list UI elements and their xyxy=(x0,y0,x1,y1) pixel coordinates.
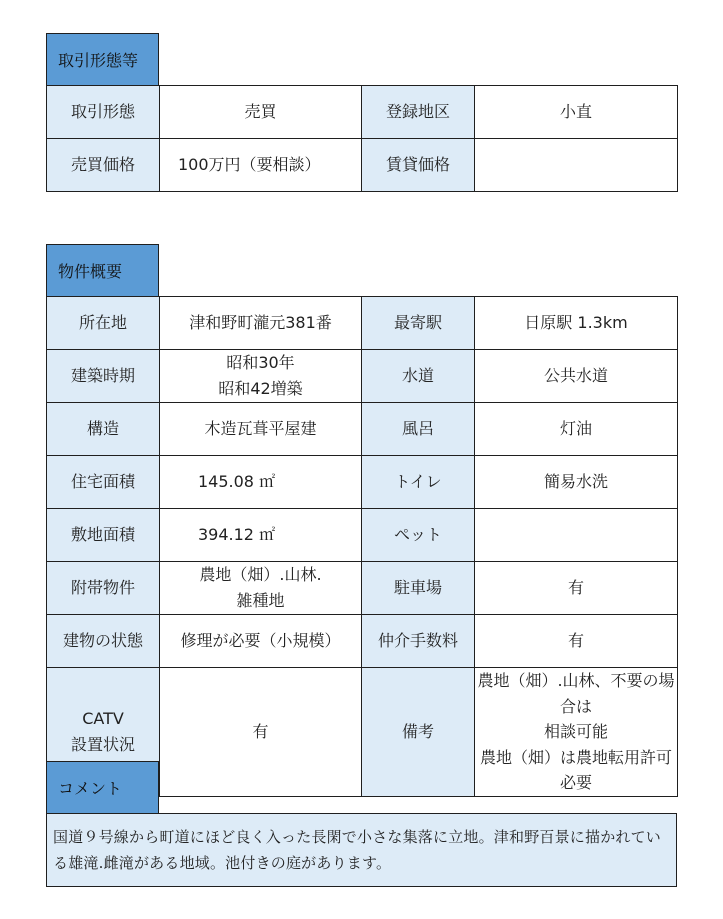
transaction-type-value: 売買 xyxy=(160,86,362,139)
comment-text: 国道９号線から町道にほど良く入った長閑で小さな集落に立地。津和野百景に描かれている雄滝.雌滝がある地域。池付きの庭があります。 xyxy=(53,828,662,873)
water-supply-label: 水道 xyxy=(362,350,475,403)
table-row xyxy=(47,615,678,668)
building-condition-value: 修理が必要（小規模） xyxy=(160,615,362,668)
pet-value xyxy=(475,509,678,562)
remarks-line-2: 相談可能 xyxy=(543,722,608,742)
remarks-label: 備考 xyxy=(362,668,475,797)
built-period-line-1: 昭和30年 xyxy=(226,353,295,373)
transaction-section-title: 取引形態等 xyxy=(58,51,139,70)
catv-label-line-2: 設置状況 xyxy=(70,734,135,754)
remarks-line-3: 農地（畑）は農地転用許可必要 xyxy=(479,747,672,793)
comment-box xyxy=(46,813,677,887)
catv-value: 有 xyxy=(160,668,362,797)
parking-label: 駐車場 xyxy=(362,562,475,615)
rent-price-label: 賃貸価格 xyxy=(362,139,475,192)
property-section-title: 物件概要 xyxy=(58,262,123,281)
nearest-station-value: 日原駅 1.3km xyxy=(475,297,678,350)
property-table xyxy=(46,296,678,797)
toilet-label: トイレ xyxy=(362,456,475,509)
location-label: 所在地 xyxy=(47,297,160,350)
nearest-station-label: 最寄駅 xyxy=(362,297,475,350)
table-row xyxy=(47,403,678,456)
table-row xyxy=(47,562,678,615)
transaction-table xyxy=(46,85,678,192)
bath-value: 灯油 xyxy=(475,403,678,456)
table-row xyxy=(47,297,678,350)
attached-property-value xyxy=(160,562,362,615)
attached-property-line-1: 農地（畑）.山林. xyxy=(199,565,322,585)
land-area-value: 394.12 ㎡ xyxy=(160,509,362,562)
brokerage-fee-value: 有 xyxy=(475,615,678,668)
house-area-value: 145.08 ㎡ xyxy=(160,456,362,509)
structure-label: 構造 xyxy=(47,403,160,456)
parking-value: 有 xyxy=(475,562,678,615)
attached-property-line-2: 雑種地 xyxy=(236,591,285,610)
bath-label: 風呂 xyxy=(362,403,475,456)
structure-value: 木造瓦葺平屋建 xyxy=(160,403,362,456)
built-period-label: 建築時期 xyxy=(47,350,160,403)
attached-property-label: 附帯物件 xyxy=(47,562,160,615)
comment-section-title: コメント xyxy=(58,779,123,798)
transaction-type-label: 取引形態 xyxy=(47,86,160,139)
built-period-value xyxy=(160,350,362,403)
comment-section-tab xyxy=(46,761,159,813)
house-area-label: 住宅面積 xyxy=(47,456,160,509)
registration-area-value: 小直 xyxy=(475,86,678,139)
sale-price-label: 売買価格 xyxy=(47,139,160,192)
table-row xyxy=(47,509,678,562)
transaction-section-tab xyxy=(46,33,159,85)
location-value: 津和野町瀧元381番 xyxy=(160,297,362,350)
property-section-tab xyxy=(46,244,159,296)
remarks-value xyxy=(475,668,678,797)
pet-label: ペット xyxy=(362,509,475,562)
table-row xyxy=(47,86,678,139)
registration-area-label: 登録地区 xyxy=(362,86,475,139)
rent-price-value xyxy=(475,139,678,192)
built-period-line-2: 昭和42増築 xyxy=(218,379,303,398)
building-condition-label: 建物の状態 xyxy=(47,615,160,668)
table-row xyxy=(47,456,678,509)
table-row xyxy=(47,350,678,403)
toilet-value: 簡易水洗 xyxy=(475,456,678,509)
water-supply-value: 公共水道 xyxy=(475,350,678,403)
table-row xyxy=(47,139,678,192)
land-area-label: 敷地面積 xyxy=(47,509,160,562)
sale-price-value: 100万円（要相談） xyxy=(160,139,362,192)
remarks-line-1: 農地（畑）.山林、不要の場合は xyxy=(477,671,675,716)
brokerage-fee-label: 仲介手数料 xyxy=(362,615,475,668)
catv-label-line-1: CATV xyxy=(82,709,124,729)
